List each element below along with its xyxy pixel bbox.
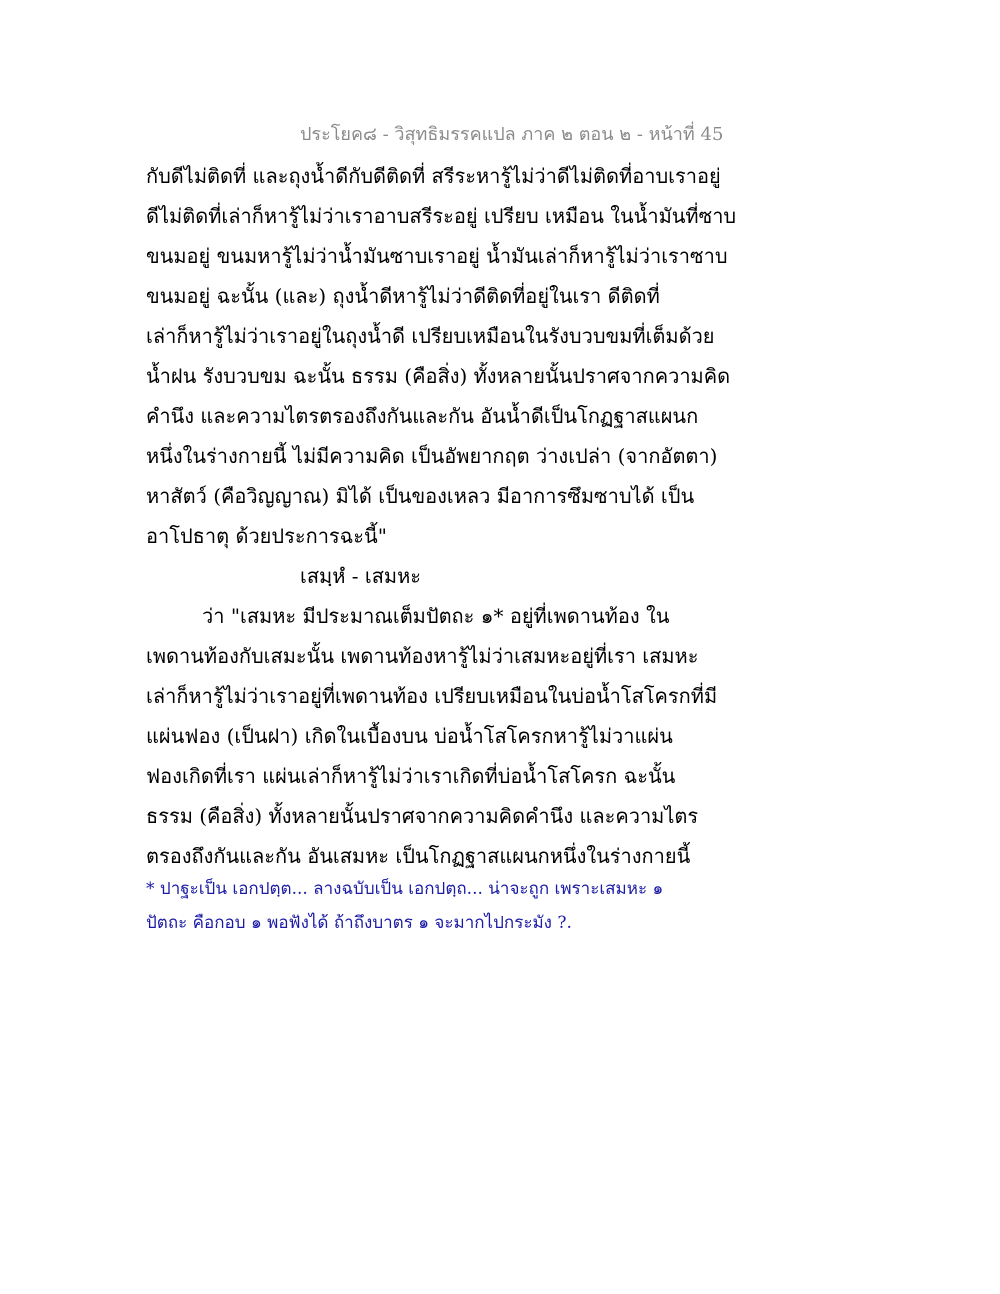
text-line: หาสัตว์ (คือวิญญาณ) มิได้ เป็นของเหลว มีอาการซึมซาบได้ เป็น <box>146 484 695 508</box>
text-line: ว่า "เสมหะ มีประมาณเต็มปัตถะ ๑* อยู่ที่เพดานท้อง ใน <box>202 604 670 628</box>
body-text <box>146 156 746 876</box>
footnote <box>146 872 746 940</box>
text-line: น้ำฝน รังบวบขม ฉะนั้น ธรรม (คือสิ่ง) ทั้งหลายนั้นปราศจากความคิด <box>146 364 731 388</box>
footnote-line: ปัตถะ คือกอบ ๑ พอฟังได้ ถ้าถึงบาตร ๑ จะมากไปกระมัง ?. <box>146 913 572 933</box>
text-line: คำนึง และความไตรตรองถึงกันและกัน อันน้ำดีเป็นโกฏฐาสแผนก <box>146 404 699 428</box>
text-line: แผ่นฟอง (เป็นฝา) เกิดในเบื้องบน บ่อน้ำโสโครกหารู้ไม่วาแผ่น <box>146 724 673 748</box>
text-line: ธรรม (คือสิ่ง) ทั้งหลายนั้นปราศจากความคิดคำนึง และความไตร <box>146 804 699 828</box>
text-line: เพดานท้องกับเสมะนั้น เพดานท้องหารู้ไม่ว่าเสมหะอยู่ที่เรา เสมหะ <box>146 644 699 668</box>
section-heading: เสมฺหํ - เสมหะ <box>300 564 422 588</box>
footnote-line: * ปาฐะเป็น เอกปตฺต... ลางฉบับเป็น เอกปตฺถ... น่าจะถูก เพราะเสมหะ ๑ <box>146 879 664 899</box>
text-line: เล่าก็หารู้ไม่ว่าเราอยู่ที่เพดานท้อง เปรียบเหมือนในบ่อน้ำโสโครกที่มี <box>146 684 718 708</box>
text-line: อาโปธาตุ ด้วยประการฉะนี้" <box>146 524 387 548</box>
text-line: ดีไม่ติดที่เล่าก็หารู้ไม่ว่าเราอาบสรีระอยู่ เปรียบ เหมือน ในน้ำมันที่ซาบ <box>146 204 737 228</box>
text-line: หนึ่งในร่างกายนี้ ไม่มีความคิด เป็นอัพยากฤต ว่างเปล่า (จากอัตตา) <box>146 444 718 468</box>
text-line: เล่าก็หารู้ไม่ว่าเราอยู่ในถุงน้ำดี เปรียบเหมือนในรังบวบขมที่เต็มด้วย <box>146 324 715 348</box>
text-line: ขนมอยู่ ขนมหารู้ไม่ว่าน้ำมันซาบเราอยู่ น้ำมันเล่าก็หารู้ไม่ว่าเราซาบ <box>146 244 728 268</box>
text-line: ฟองเกิดที่เรา แผ่นเล่าก็หารู้ไม่ว่าเราเกิดที่บ่อน้ำโสโครก ฉะนั้น <box>146 764 676 788</box>
running-header: ประโยค๘ - วิสุทธิมรรคแปล ภาค ๒ ตอน ๒ - หน้าที่ 45 <box>300 124 724 145</box>
text-line: ตรองถึงกันและกัน อันเสมหะ เป็นโกฏฐาสแผนกหนึ่งในร่างกายนี้ <box>146 844 691 868</box>
text-line: กับดีไม่ติดที่ และถุงน้ำดีกับดีติดที่ สรีระหารู้ไม่ว่าดีไม่ติดที่อาบเราอยู่ <box>146 164 721 188</box>
text-line: ขนมอยู่ ฉะนั้น (และ) ถุงน้ำดีหารู้ไม่ว่าดีติดที่อยู่ในเรา ดีติดที่ <box>146 284 660 308</box>
